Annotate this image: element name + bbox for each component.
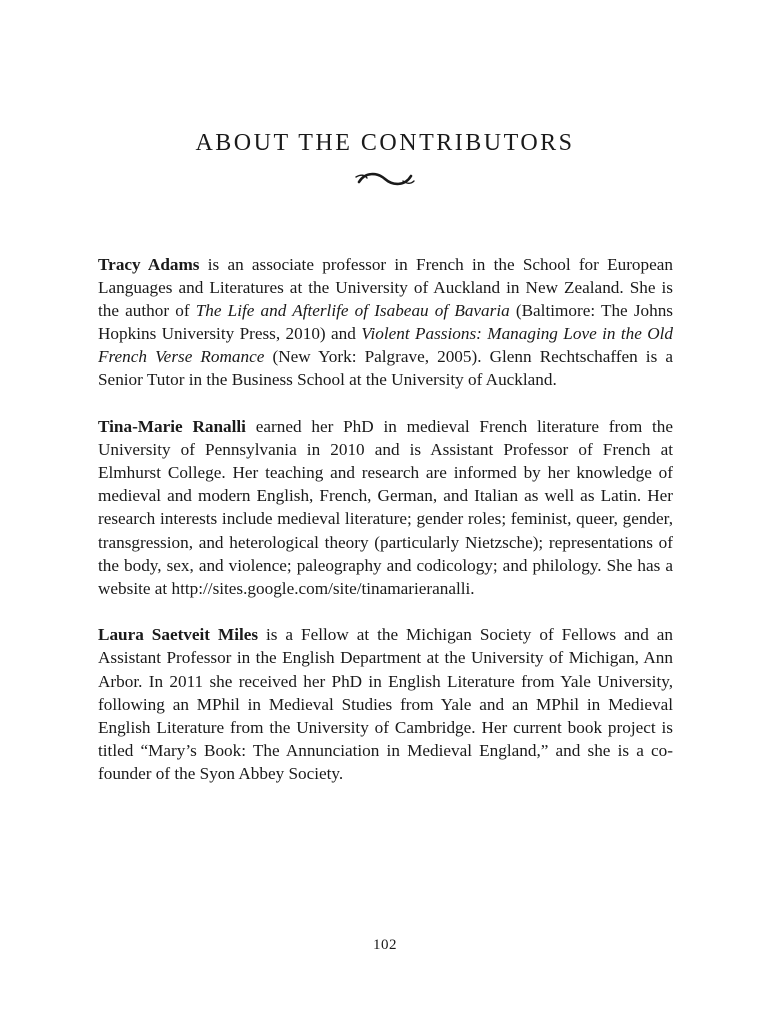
contributor-name: Tracy Adams: [98, 255, 200, 274]
contributor-entry-laura-saetveit-miles: [98, 623, 673, 785]
contributor-entry-tracy-adams: [98, 253, 673, 392]
contributor-bio-text: earned her PhD in medieval French literature from the University of Pennsylvania in 2010 and is Assistant Professor of French at Elmhurst College. Her teaching and research are informed by her knowledge of medieval and modern English, French, German, and Italian as well as Latin. Her research interests include medieval literature; gender roles; feminist, queer, gender, transgression, and heterological theory (particularly Nietzsche); representations of the body, sex, and violence; paleography and codicology; and philology. She has a website at http://sites.google.com/site/tinamarieranalli.: [98, 417, 673, 598]
book-title: The Life and Afterlife of Isabeau of Bavaria: [195, 301, 510, 321]
swash-ornament-icon: [353, 168, 417, 190]
contributor-entry-tina-marie-ranalli: [98, 415, 673, 600]
page-title: ABOUT THE CONTRIBUTORS: [195, 130, 575, 156]
contributor-list: [98, 253, 673, 808]
contributor-name: Laura Saetveit Miles: [98, 625, 259, 645]
page-number: 102: [373, 937, 397, 953]
book-title: Violent Passions: Managing Love in the Old French Verse Romance: [98, 324, 674, 367]
contributor-bio-text: (Baltimore: The Johns Hopkins University Press, 2010) and: [98, 301, 673, 344]
contributor-bio-text: (New York: Palgrave, 2005). Glenn Rechtschaffen is a Senior Tutor in the Business School at the University of Auckland.: [98, 347, 673, 390]
contributor-bio-text: is an associate professor in French in the School for European Languages and Literatures at the University of Auckland in New Zealand. She is the author of: [98, 255, 673, 321]
contributor-name: Tina-Marie Ranalli: [98, 417, 246, 437]
contributor-bio-text: is a Fellow at the Michigan Society of Fellows and an Assistant Professor in the English Department at the University of Michigan, Ann Arbor. In 2011 she received her PhD in English Literature from Yale University, following an MPhil in Medieval Studies from Yale and an MPhil in Medieval English Literature from the University of Cambridge. Her current book project is titled “Mary’s Book: The Annunciation in Medieval England,” and she is a co-founder of the Syon Abbey Society.: [98, 625, 673, 783]
